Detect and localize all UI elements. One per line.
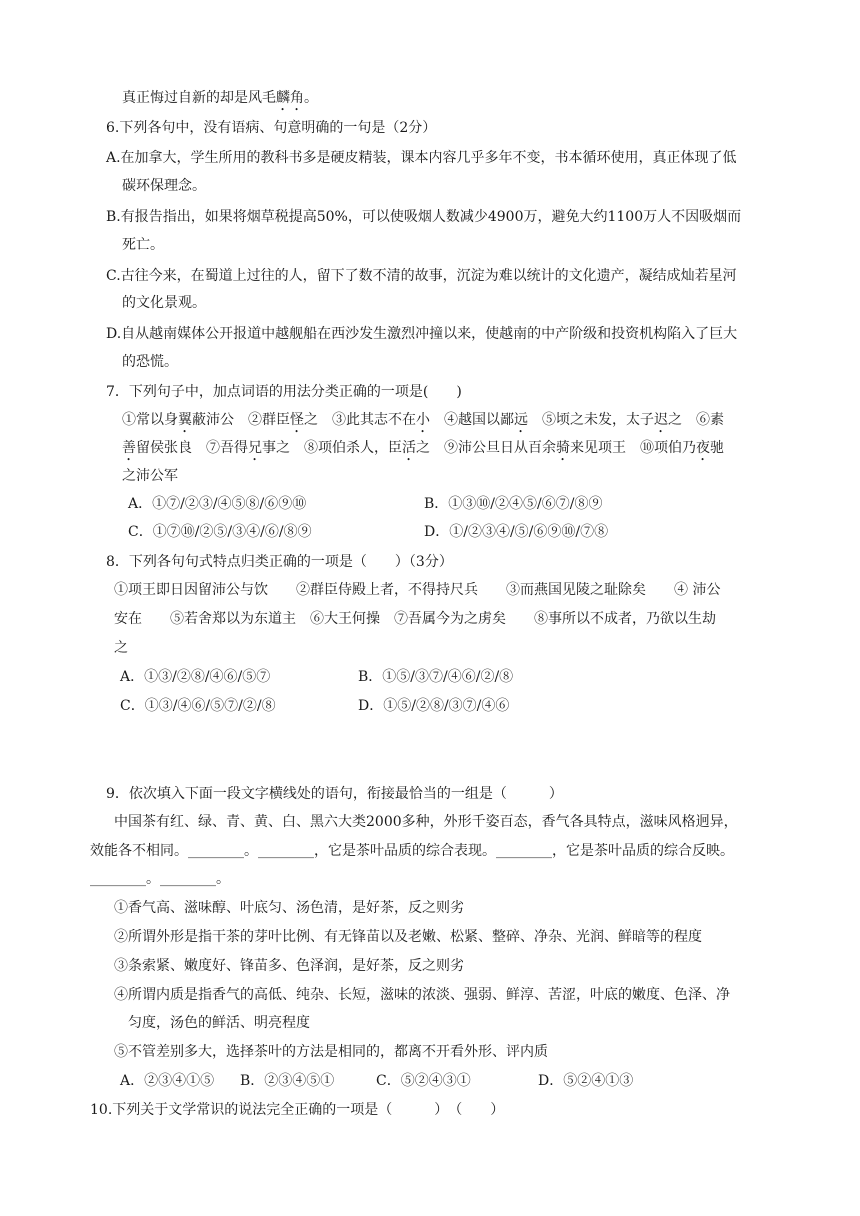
dotted-word: 怪 — [290, 412, 304, 428]
q9-item-5: ⑤不管差别多大，选择茶叶的方法是相同的，都离不开看外形、评内质 — [114, 1044, 548, 1060]
q9-item-3: ③条索紧、嫩度好、锋苗多、色泽润，是好茶，反之则劣 — [114, 958, 464, 974]
dotted-word: 善 — [122, 440, 136, 456]
q9-item-1: ①香气高、滋味醇、叶底匀、汤色清，是好茶，反之则劣 — [114, 900, 464, 916]
q9-item-2: ②所谓外形是指干茶的芽叶比例、有无锋苗以及老嫩、松紧、整碎、净杂、光润、鲜暗等的程度 — [114, 929, 702, 945]
q8-option-c: C．①③/④⑥/⑤⑦/②/⑧ — [120, 698, 276, 714]
q8-option-a: A．①③/②⑧/④⑥/⑤⑦ — [120, 669, 271, 685]
dotted-word: 骑 — [556, 440, 570, 456]
q7-option-d: D．①/②③④/⑤/⑥⑨⑩/⑦⑧ — [424, 524, 609, 540]
q6-option-c-line1: C.古往今来，在蜀道上过往的人，留下了数不清的故事，沉淀为难以统计的文化遗产，凝结成灿若星河 — [106, 268, 737, 284]
q9-passage-line1: 中国茶有红、绿、青、黄、白、黑六大类2000多种，外形千姿百态，香气各具特点，滋味风格迥异， — [114, 814, 738, 830]
dotted-word: 活 — [402, 440, 416, 456]
q6-option-d-line2: 的恐慌。 — [122, 354, 178, 370]
q9-passage-line2: 效能各不相同。________。________，它是茶叶品质的综合表现。________，它是茶叶品质的综合反映。 — [90, 843, 734, 859]
q8-items-line2: 安在 ⑤若舍郑以为东道主 ⑥大王何操 ⑦吾属今为之虏矣 ⑧事所以不成者，乃欲以生劫 — [114, 611, 716, 627]
q5-tail-line: 真正悔过自新的却是风毛麟角。 — [122, 90, 318, 106]
q8-items-line3: 之 — [114, 640, 128, 656]
q7-option-a: A．①⑦/②③/④⑤⑧/⑥⑨⑩ — [128, 496, 307, 512]
dotted-word: 兄 — [248, 440, 262, 456]
q7-items-line2: 善留侯张良 ⑦吾得兄事之 ⑧项伯杀人，臣活之 ⑨沛公旦日从百余骑来见项王 ⑩项伯乃夜驰 — [122, 440, 724, 456]
q9-option-b: B．②③④⑤① — [240, 1073, 335, 1089]
q9-item-4-line1: ④所谓内质是指香气的高低、纯杂、长短，滋味的浓淡、强弱、鲜淳、苦涩，叶底的嫩度、色泽、净 — [114, 987, 730, 1003]
dotted-word: 小 — [416, 412, 430, 428]
q7-items-line1: ①常以身翼蔽沛公 ②群臣怪之 ③此其志不在小 ④越国以鄙远 ⑤顷之未发，太子迟之 ⑥素 — [122, 412, 724, 428]
q8-items-line1: ①项王即日因留沛公与饮 ②群臣侍殿上者，不得持尺兵 ③而燕国见陵之耻除矣 ④ 沛公 — [114, 582, 721, 598]
q6-option-a-line1: A.在加拿大，学生所用的教科书多是硬皮精装，课本内容几乎多年不变，书本循环使用，真正体现了低 — [106, 150, 737, 166]
q8-option-b: B．①⑤/③⑦/④⑥/②/⑧ — [358, 669, 514, 685]
q7-items-line3: 之沛公军 — [122, 468, 178, 484]
q9-stem: 9．依次填入下面一段文字横线处的语句，衔接最恰当的一组是（ ） — [106, 786, 563, 802]
q8-stem: 8．下列各句句式特点归类正确的一项是（ ）（3分） — [106, 554, 453, 570]
q6-option-b-line1: B.有报告指出，如果将烟草税提高50%，可以使吸烟人数减少4900万，避免大约1100万人不因吸烟而 — [106, 209, 742, 225]
q6-option-a-line2: 碳环保理念。 — [122, 178, 206, 194]
q7-option-b: B．①③⑩/②④⑤/⑥⑦/⑧⑨ — [424, 496, 603, 512]
q9-item-4-line2: 匀度，汤色的鲜活、明亮程度 — [128, 1015, 310, 1031]
q6-option-d-line1: D.自从越南媒体公开报道中越舰船在西沙发生激烈冲撞以来，使越南的中产阶级和投资机构陷入了巨大 — [106, 326, 738, 342]
q6-stem: 6.下列各句中，没有语病、句意明确的一句是（2分） — [106, 120, 437, 136]
dotted-word: 麟角 — [276, 90, 304, 106]
dotted-word: 迟 — [654, 412, 668, 428]
dotted-word: 翼 — [178, 412, 192, 428]
q9-option-c: C．⑤②④③① — [376, 1073, 471, 1089]
q10-stem: 10.下列关于文学常识的说法完全正确的一项是（ ） （ ） — [90, 1102, 505, 1118]
dotted-word: 远 — [514, 412, 528, 428]
q7-option-c: C．①⑦⑩/②⑤/③④/⑥/⑧⑨ — [128, 524, 312, 540]
q6-option-c-line2: 的文化景观。 — [122, 295, 206, 311]
q9-option-d: D．⑤②④①③ — [538, 1073, 634, 1089]
dotted-word: 夜 — [696, 440, 710, 456]
q6-option-b-line2: 死亡。 — [122, 237, 164, 253]
q8-option-d: D．①⑤/②⑧/③⑦/④⑥ — [358, 698, 510, 714]
q9-passage-line3: ________。________。 — [90, 871, 230, 887]
q7-stem: 7．下列句子中，加点词语的用法分类正确的一项是( ) — [106, 384, 462, 400]
q9-option-a: A．②③④①⑤ — [120, 1073, 215, 1089]
